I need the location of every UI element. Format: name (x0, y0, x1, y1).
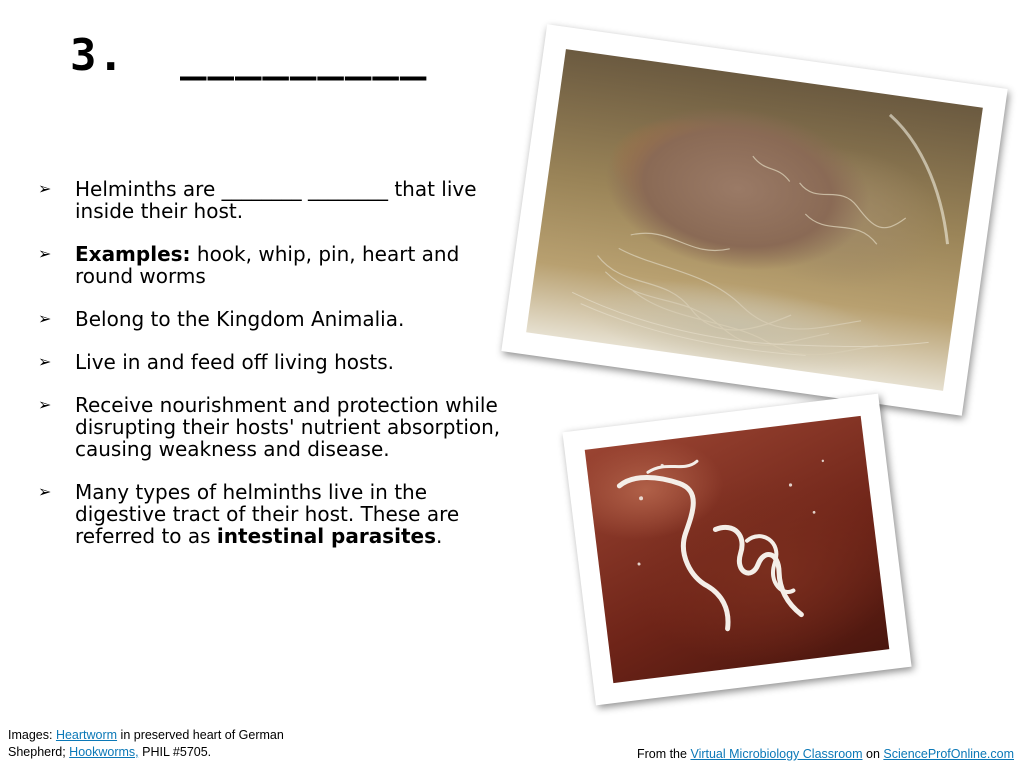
arrowhead-bullet-icon: ➢ (38, 352, 52, 371)
bullet-kingdom (38, 308, 518, 330)
virtual-microbiology-classroom-link[interactable]: Virtual Microbiology Classroom (690, 747, 863, 761)
bullet-text: Receive nourishment and protection while disrupting their hosts' nutrient absorption, causing weakness and disease. (75, 393, 501, 461)
bullet-text: Belong to the Kingdom Animalia. (75, 307, 405, 331)
arrowhead-bullet-icon: ➢ (38, 244, 52, 263)
bullet-list (38, 178, 518, 568)
hookworms-photo (585, 416, 890, 683)
slide-title: 3. _________ (70, 30, 428, 81)
arrowhead-bullet-icon: ➢ (38, 179, 52, 198)
bullet-bold-label: Examples: (75, 242, 191, 266)
source-credit-caption (637, 746, 1014, 763)
image-credit-caption (8, 727, 328, 761)
arrowhead-bullet-icon: ➢ (38, 482, 52, 501)
arrowhead-bullet-icon: ➢ (38, 395, 52, 414)
bullet-live-in-hosts (38, 351, 518, 373)
hookworms-graphic (585, 416, 890, 683)
heartworm-photo (526, 49, 983, 391)
caption-mid: in preserved heart of German Shepherd; (8, 728, 284, 759)
source-prefix: From the (636, 747, 691, 761)
bullet-text: Many types of helminths live in the digestive tract of their host. These are referred to as (75, 480, 460, 548)
bullet-helminths-are (38, 178, 518, 222)
caption-prefix: Images: (8, 728, 56, 742)
caption-suffix: PHIL #5705. (138, 745, 212, 759)
worm-strands-graphic (526, 49, 983, 391)
bullet-text: Helminths are ________ ________ that live inside their host. (75, 177, 477, 223)
heartworm-photo-frame (501, 24, 1007, 416)
arrowhead-bullet-icon: ➢ (38, 309, 52, 328)
bullet-text: Live in and feed off living hosts. (75, 350, 395, 374)
hookworms-photo-frame (562, 394, 911, 706)
heartworm-link[interactable]: Heartworm (55, 728, 118, 742)
scienceprofonline-link[interactable]: ScienceProfOnline.com (883, 747, 1014, 761)
source-mid: on (862, 747, 884, 761)
bullet-text: hook, whip, pin, heart and round worms (75, 242, 460, 288)
hookworms-link[interactable]: Hookworms, (69, 745, 139, 759)
bullet-end: . (435, 524, 443, 548)
bullet-intestinal-parasites (38, 481, 518, 547)
bullet-bold-term: intestinal parasites (216, 524, 436, 548)
bullet-nourishment (38, 394, 518, 460)
bullet-examples (38, 243, 518, 287)
